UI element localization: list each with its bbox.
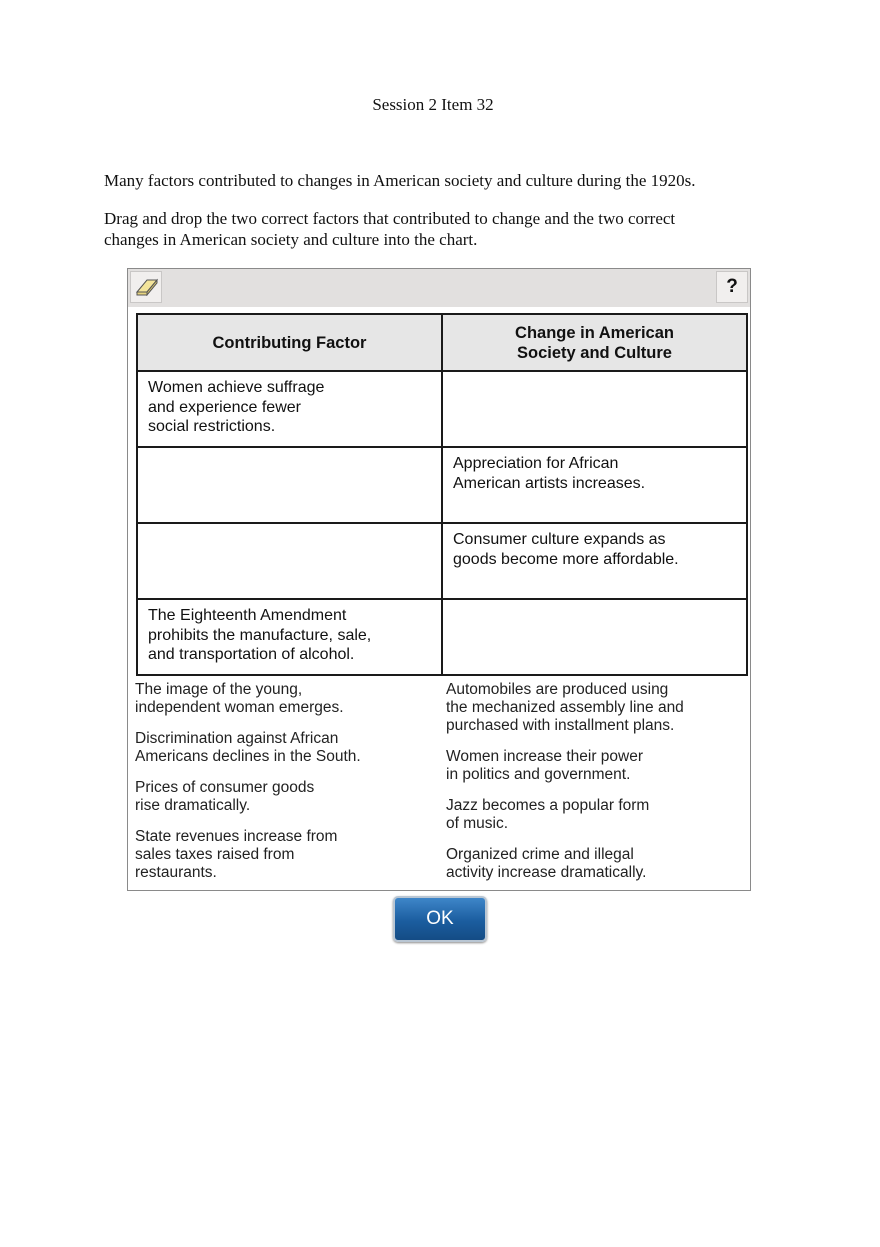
- option-line: Women increase their power: [446, 748, 643, 765]
- change-drop-zone-1[interactable]: [442, 371, 747, 447]
- toolbar: [128, 269, 750, 307]
- session-title: Session 2 Item 32: [372, 95, 494, 114]
- change-cell-2: [442, 447, 747, 523]
- cell-line: prohibits the manufacture, sale,: [148, 626, 372, 644]
- draggable-option[interactable]: [446, 846, 736, 882]
- eraser-icon: [135, 278, 159, 296]
- factor-cell-4: [137, 599, 442, 675]
- option-line: the mechanized assembly line and: [446, 699, 684, 716]
- option-line: Discrimination against African: [135, 730, 339, 747]
- factor-cell-1: [137, 371, 442, 447]
- draggable-option[interactable]: [446, 748, 736, 784]
- option-line: Jazz becomes a popular form: [446, 797, 650, 814]
- drag-drop-panel: [127, 268, 751, 891]
- option-line: The image of the young,: [135, 681, 303, 698]
- option-line: Automobiles are produced using: [446, 681, 669, 698]
- cell-line: American artists increases.: [453, 474, 646, 492]
- ok-button[interactable]: OK: [393, 896, 487, 942]
- intro-paragraph: Many factors contributed to changes in American society and culture during the 1920s.: [104, 171, 696, 190]
- draggable-option[interactable]: [135, 828, 425, 882]
- draggable-option[interactable]: [135, 779, 425, 815]
- option-line: Americans declines in the South.: [135, 748, 361, 765]
- option-line: of music.: [446, 815, 509, 832]
- change-cell-3: [442, 523, 747, 599]
- cell-line: Consumer culture expands as: [453, 531, 666, 548]
- option-line: independent woman emerges.: [135, 699, 344, 716]
- option-line: in politics and government.: [446, 766, 631, 783]
- col-header-line: Society and Culture: [517, 343, 672, 362]
- cell-line: and transportation of alcohol.: [148, 646, 355, 663]
- cell-line: Appreciation for African: [453, 455, 619, 472]
- option-line: purchased with installment plans.: [446, 717, 675, 734]
- eraser-button[interactable]: [130, 271, 162, 303]
- cell-line: The Eighteenth Amendment: [148, 607, 347, 624]
- option-line: activity increase dramatically.: [446, 864, 647, 881]
- option-line: State revenues increase from: [135, 828, 338, 845]
- answer-bank-right: [446, 681, 736, 895]
- draggable-option[interactable]: [446, 797, 736, 833]
- answer-bank-left: [135, 681, 425, 895]
- cell-line: goods become more affordable.: [453, 550, 679, 568]
- option-line: rise dramatically.: [135, 797, 251, 814]
- option-line: sales taxes raised from: [135, 846, 295, 863]
- help-button[interactable]: ?: [716, 271, 748, 303]
- change-drop-zone-4[interactable]: [442, 599, 747, 675]
- col-header-line: Change in American: [515, 323, 674, 342]
- option-line: Organized crime and illegal: [446, 846, 634, 863]
- col-header-change: [442, 314, 747, 371]
- col-header-factor: Contributing Factor: [137, 314, 442, 371]
- instructions-paragraph: [104, 208, 744, 250]
- answer-chart: [136, 313, 748, 676]
- instructions-line: changes in American society and culture into the chart.: [104, 230, 478, 249]
- cell-line: and experience fewer: [148, 398, 301, 416]
- draggable-option[interactable]: [135, 681, 425, 717]
- cell-line: Women achieve suffrage: [148, 379, 325, 396]
- factor-drop-zone-3[interactable]: [137, 523, 442, 599]
- option-line: Prices of consumer goods: [135, 779, 315, 796]
- factor-drop-zone-2[interactable]: [137, 447, 442, 523]
- option-line: restaurants.: [135, 864, 217, 881]
- draggable-option[interactable]: [135, 730, 425, 766]
- draggable-option[interactable]: [446, 681, 736, 735]
- cell-line: social restrictions.: [148, 418, 276, 435]
- instructions-line: Drag and drop the two correct factors that contributed to change and the two correct: [104, 209, 676, 228]
